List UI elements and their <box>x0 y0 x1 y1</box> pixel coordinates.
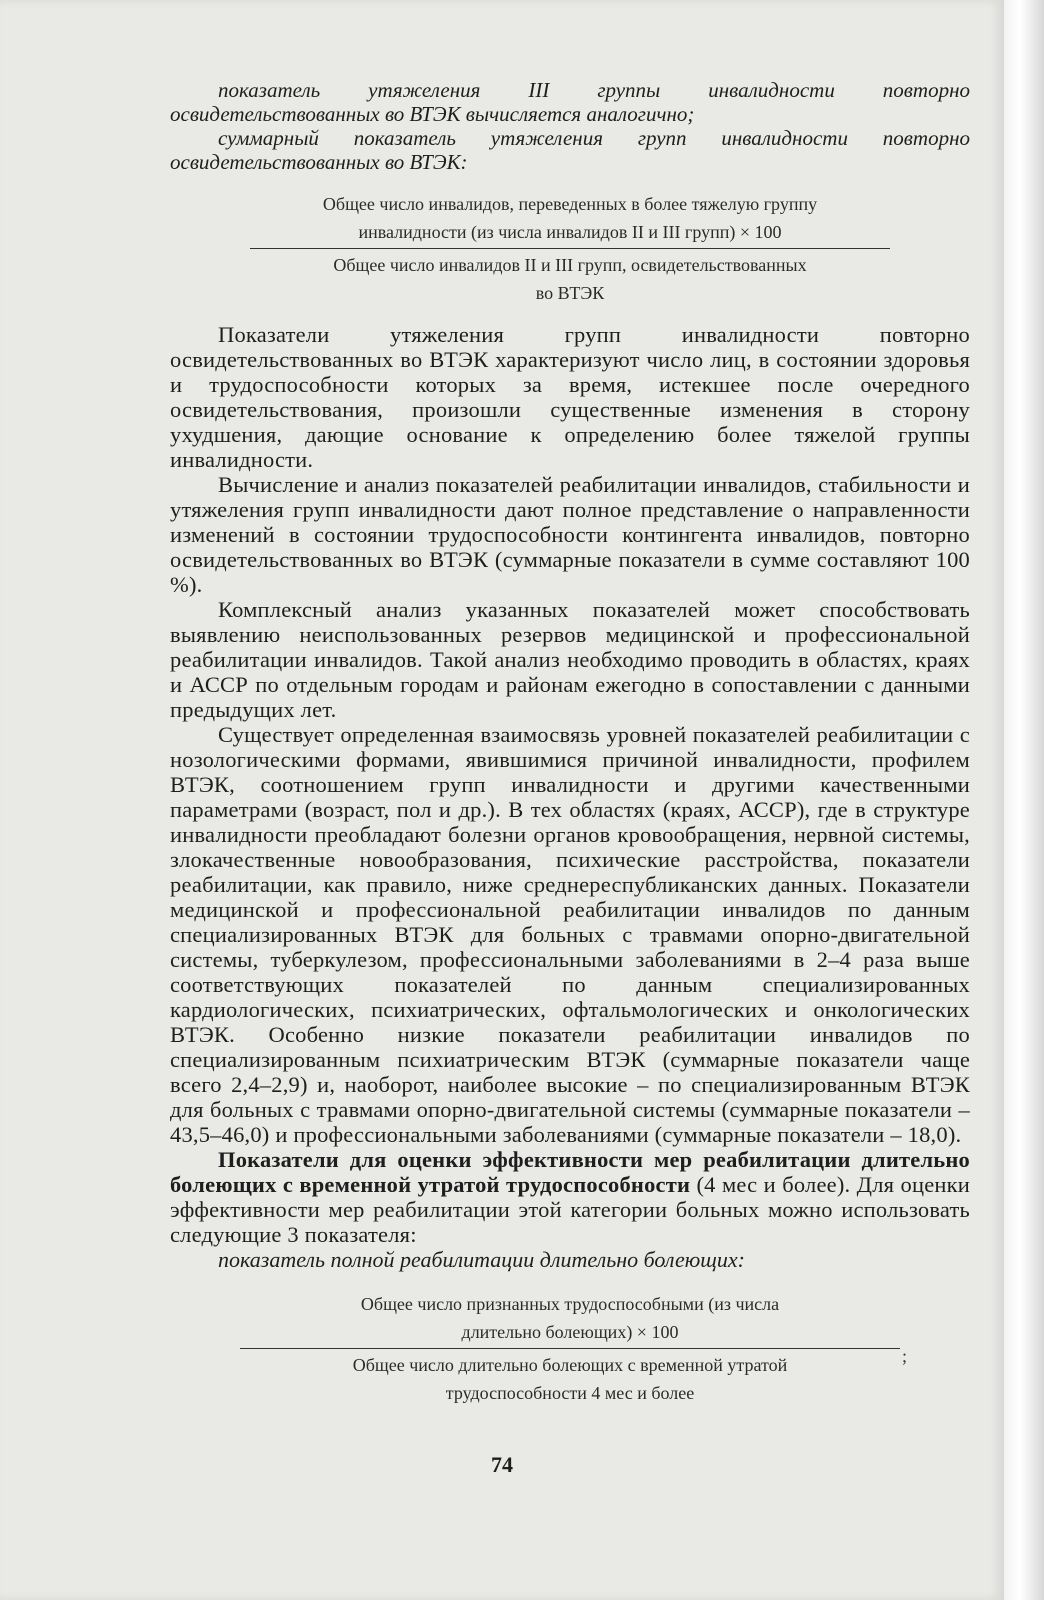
intro-block <box>170 78 970 174</box>
paragraph-1: Показатели утяжеления групп инвалидности повторно освидетельствованных во ВТЭК характеризуют число лиц, в состоянии здоровья и трудоспособности которых за время, истекшее после очередного освидетельствования, произошли существенные изменения в сторону ухудшения, дающие основание к определению более тяжелой группы инвалидности. <box>170 322 970 472</box>
section-paragraph <box>170 1147 970 1247</box>
formula2-semicolon: ; <box>902 1346 908 1366</box>
fraction-bar <box>240 1348 900 1349</box>
main-text <box>170 322 970 1272</box>
intro-paragraph-1: показатель утяжеления III группы инвалидности повторно освидетельствованных во ВТЭК вычисляется аналогично; <box>170 78 970 126</box>
formula1-denominator-line1: Общее число инвалидов II и III групп, освидетельствованных <box>333 255 807 275</box>
formula-full-rehabilitation <box>170 1290 970 1407</box>
formula1-numerator-line2: инвалидности (из числа инвалидов II и III групп) × 100 <box>358 222 782 242</box>
formula2-denominator-line1: Общее число длительно болеющих с временной утратой <box>352 1355 788 1375</box>
page-number: 74 <box>491 1452 513 1477</box>
fraction-bar <box>250 248 890 249</box>
formula1-denominator-line2: во ВТЭК <box>535 283 605 303</box>
paragraph-2: Вычисление и анализ показателей реабилитации инвалидов, стабильности и утяжеления групп инвалидности дают полное представление о направленности изменений в состоянии трудоспособности контингента инвалидов, повторно освидетельствованных во ВТЭК (суммарные показатели в сумме составляют 100 %). <box>170 472 970 597</box>
section-heading-tail: (4 мес и более). Для оценки эффективности мер реабилитации этой категории больных можно использовать следующие 3 показателя: <box>170 1172 970 1247</box>
section-heading: Показатели для оценки эффективности мер реабилитации длительно болеющих с временной утратой трудоспособности <box>170 1147 970 1197</box>
paragraph-3: Комплексный анализ указанных показателей может способствовать выявлению неиспользованных резервов медицинской и профессиональной реабилитации инвалидов. Такой анализ необходимо проводить в областях, краях и АССР по отдельным городам и районам ежегодно в сопоставлении с данными предыдущих лет. <box>170 597 970 722</box>
formula1-numerator-line1: Общее число инвалидов, переведенных в более тяжелую группу <box>322 194 818 214</box>
formula2-denominator-line2: трудоспособности 4 мес и более <box>445 1383 695 1403</box>
formula2-numerator-line1: Общее число признанных трудоспособными (из числа <box>360 1294 780 1314</box>
intro-paragraph-2: суммарный показатель утяжеления групп инвалидности повторно освидетельствованных во ВТЭК: <box>170 126 970 174</box>
section-italic-line: показатель полной реабилитации длительно болеющих: <box>218 1247 745 1272</box>
formula-aggravation <box>170 190 970 307</box>
formula2-numerator-line2: длительно болеющих) × 100 <box>461 1322 679 1342</box>
page-edge <box>1004 0 1044 1600</box>
paragraph-4: Существует определенная взаимосвязь уровней показателей реабилитации с нозологическими формами, явившимися причиной инвалидности, профилем ВТЭК, соотношением групп инвалидности и другими качественными параметрами (возраст, пол и др.). В тех областях (краях, АССР), где в структуре инвалидности преобладают болезни органов кровообращения, нервной системы, злокачественные новообразования, психические расстройства, показатели реабилитации, как правило, ниже среднереспубликанских данных. Показатели медицинской и профессиональной реабилитации инвалидов по данным специализированных ВТЭК для больных с травмами опорно-двигательной системы, туберкулезом, профессиональными заболеваниями в 2–4 раза выше соответствующих показателей по данным специализированных кардиологических, психиатрических, офтальмологических и онкологических ВТЭК. Особенно низкие показатели реабилитации инвалидов по специализированным психиатрическим ВТЭК (суммарные показатели чаще всего 2,4–2,9) и, наоборот, наиболее высокие – по специализированным ВТЭК для больных с травмами опорно-двигательной системы (суммарные показатели – 43,5–46,0) и профессиональными заболеваниями (суммарные показатели – 18,0). <box>170 722 970 1147</box>
